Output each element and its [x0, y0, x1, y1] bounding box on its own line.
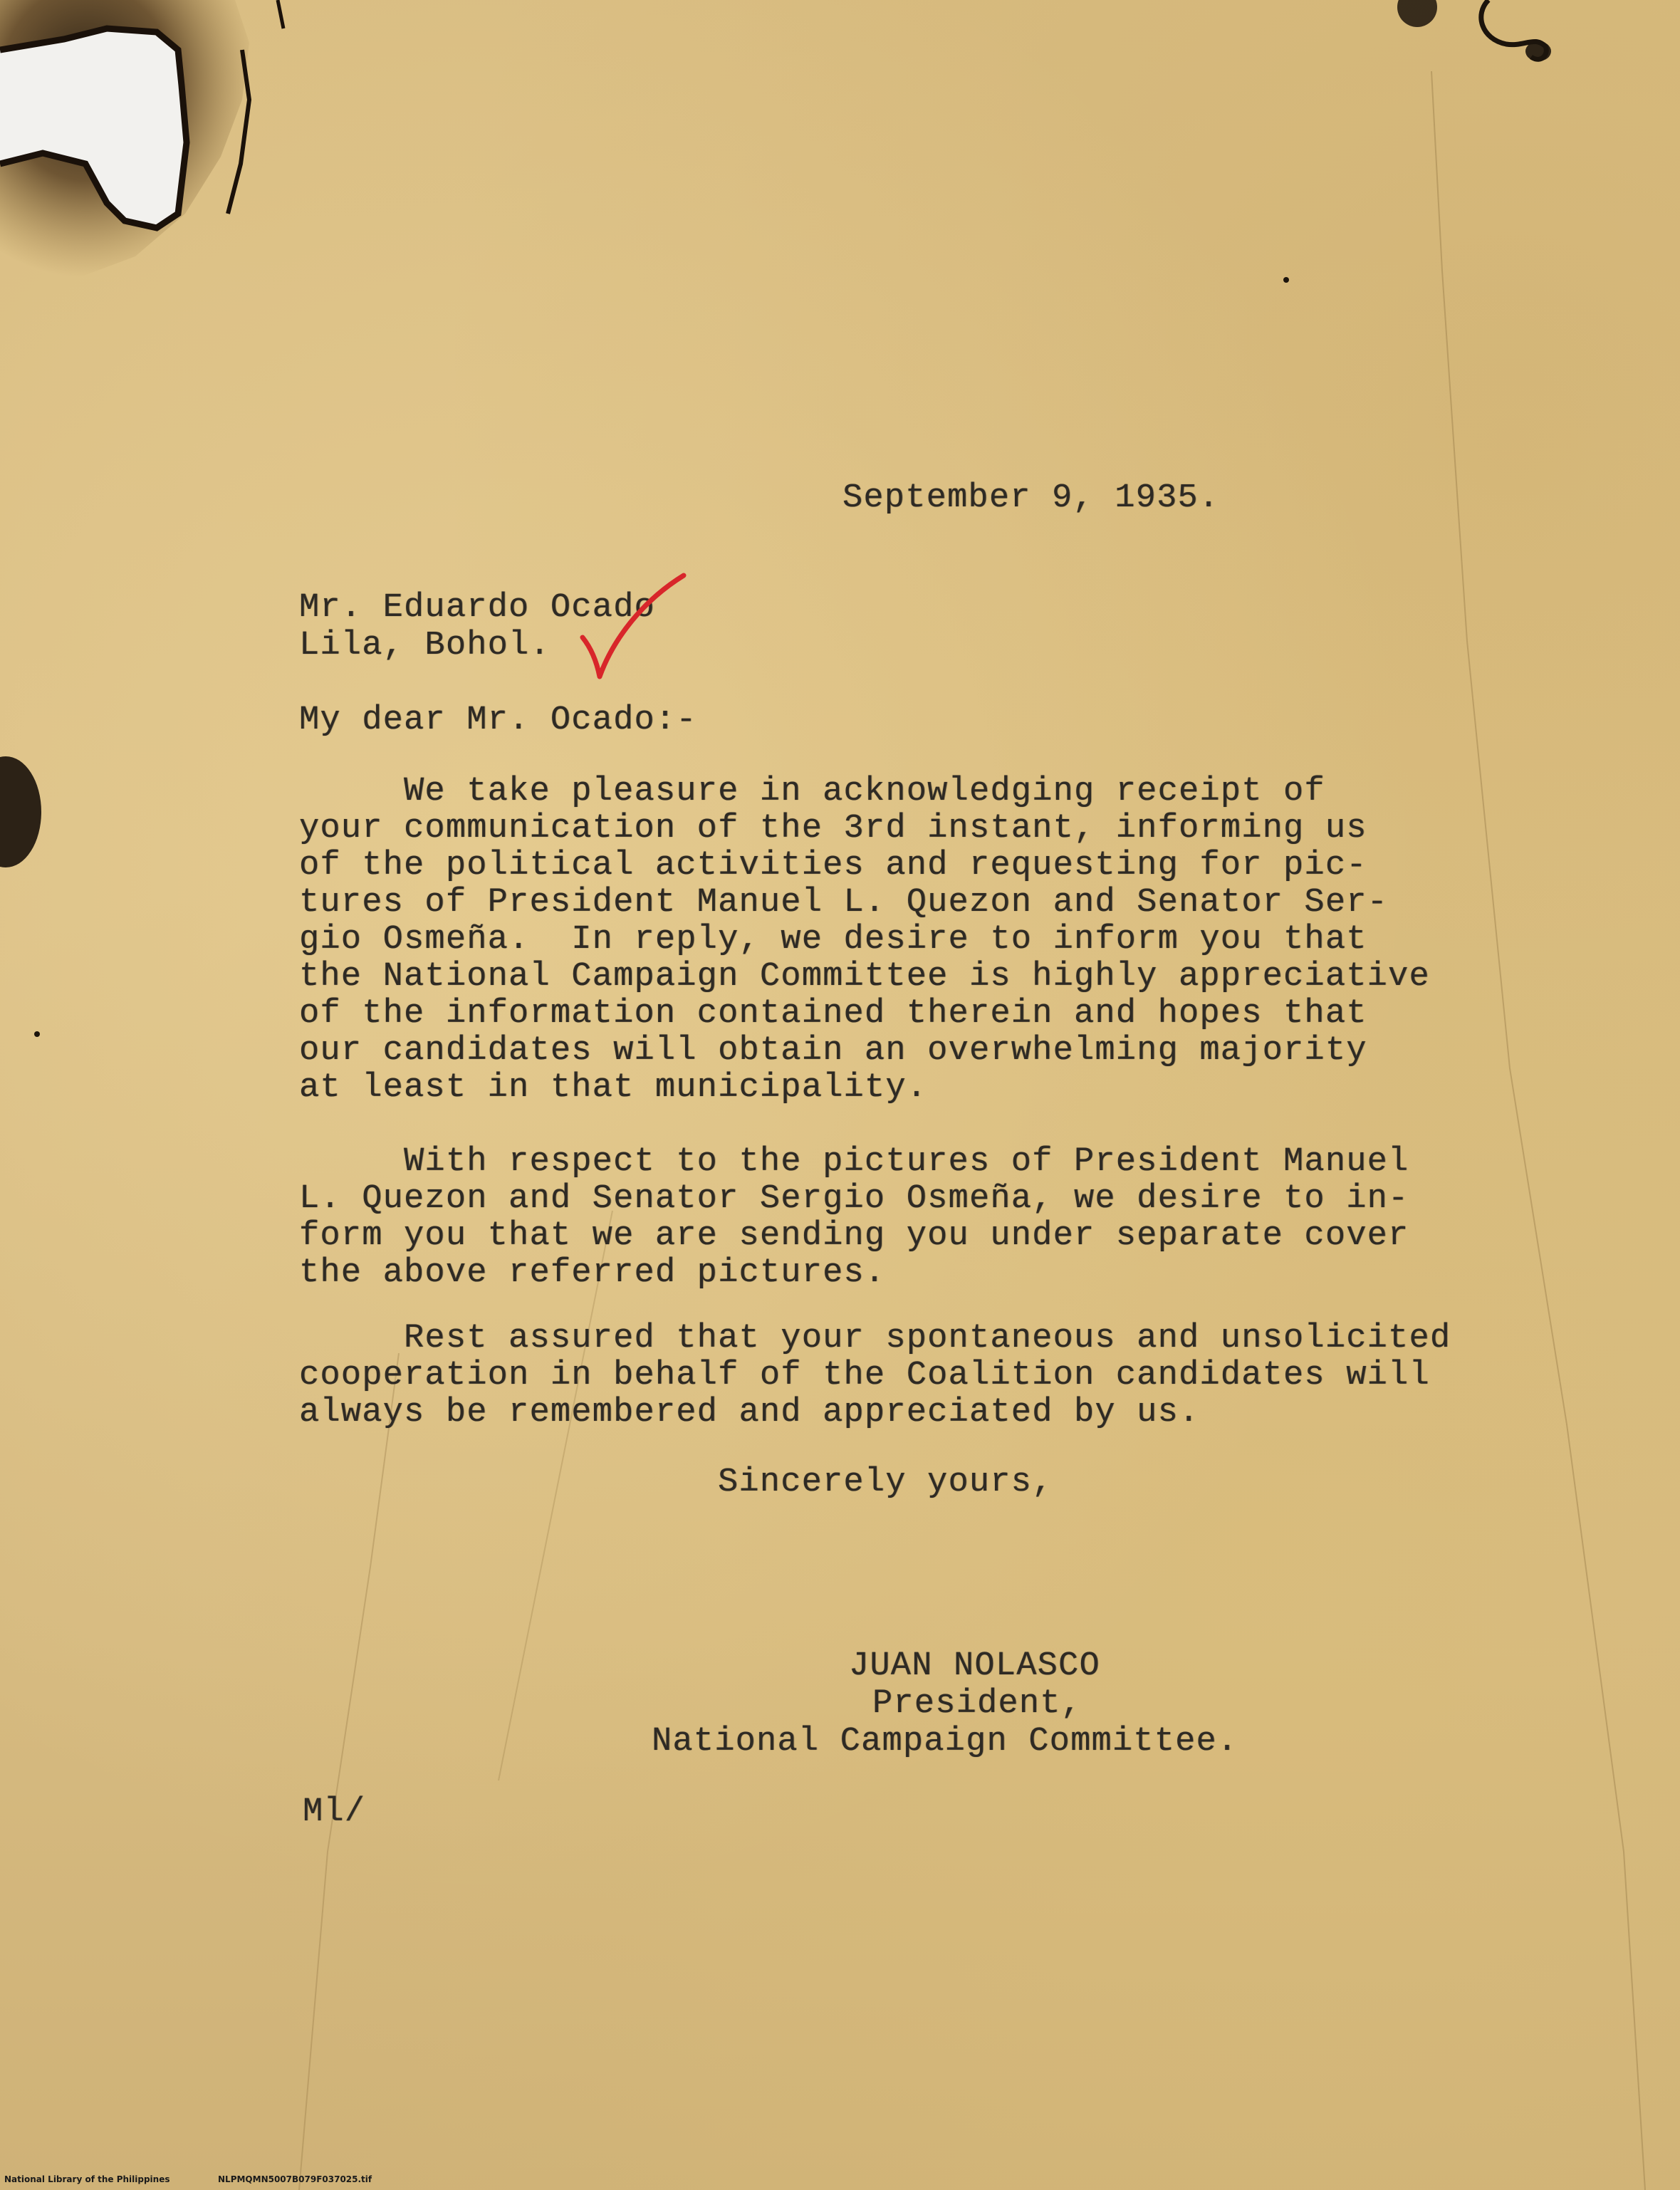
recipient-name: Mr. Eduardo Ocado — [299, 589, 655, 627]
paragraph-line: We take pleasure in acknowledging receipt of — [299, 773, 1325, 810]
paragraph-line: Rest assured that your spontaneous and unsolicited — [299, 1320, 1451, 1357]
signatory-organization: National Campaign Committee. — [652, 1723, 1238, 1761]
reference-initials: Ml/ — [303, 1793, 366, 1831]
paragraph-line: our candidates will obtain an overwhelming majority — [299, 1032, 1367, 1070]
recipient-address: Lila, Bohol. — [299, 627, 551, 664]
paragraph-line: With respect to the pictures of President Manuel — [299, 1143, 1409, 1181]
paragraph-line: your communication of the 3rd instant, informing us — [299, 810, 1367, 848]
paragraph-line: L. Quezon and Senator Sergio Osmeña, we desire to in- — [299, 1180, 1409, 1218]
paragraph-line: form you that we are sending you under separate cover — [299, 1217, 1409, 1255]
paragraph-line: of the information contained therein and hopes that — [299, 995, 1367, 1033]
signatory-title: President, — [872, 1685, 1082, 1723]
signatory-name: JUAN NOLASCO — [849, 1647, 1100, 1685]
paragraph-line: cooperation in behalf of the Coalition candidates will — [299, 1357, 1430, 1394]
file-id-caption: NLPMQMN5007B079F037025.tif — [218, 2174, 372, 2184]
paragraph-line: tures of President Manuel L. Quezon and Senator Ser- — [299, 884, 1389, 922]
archive-caption: National Library of the Philippines — [4, 2174, 170, 2184]
paragraph-line: of the political activities and requesting for pic- — [299, 847, 1367, 885]
paragraph-line: the National Campaign Committee is highly appreciative — [299, 958, 1430, 996]
closing: Sincerely yours, — [718, 1464, 1053, 1501]
paragraph-line: gio Osmeña. In reply, we desire to inform you that — [299, 921, 1367, 959]
paragraph-line: the above referred pictures. — [299, 1254, 886, 1292]
letter-date: September 9, 1935. — [842, 479, 1220, 517]
salutation: My dear Mr. Ocado:- — [299, 702, 697, 739]
paragraph-line: at least in that municipality. — [299, 1069, 928, 1107]
paragraph-line: always be remembered and appreciated by us. — [299, 1394, 1200, 1432]
red-check-mark-icon — [570, 570, 691, 684]
